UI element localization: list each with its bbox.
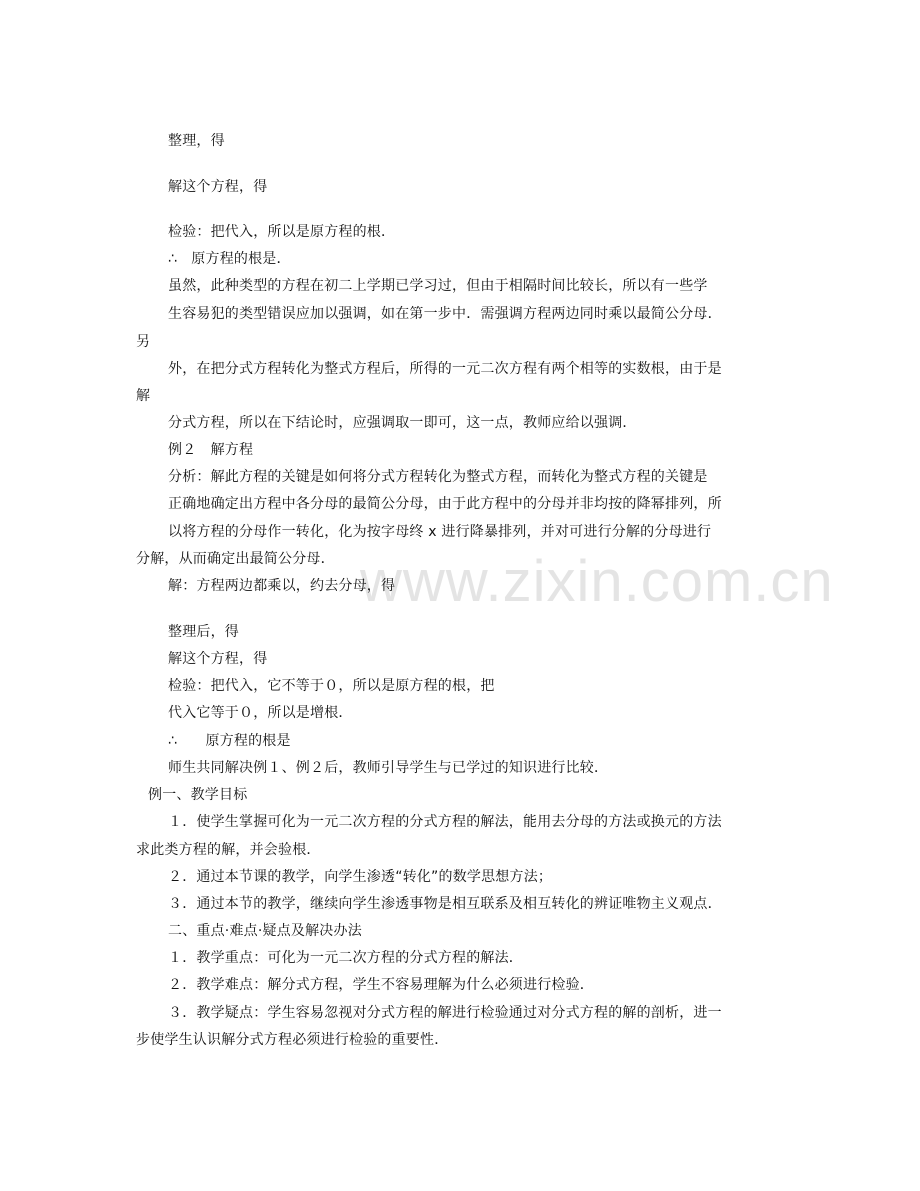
- text-line: 解：方程两边都乘以，约去分母，得: [168, 578, 396, 594]
- text-line: 分析：解此方程的关键是如何将分式方程转化为整式方程，而转化为整式方程的关键是: [168, 469, 708, 485]
- text-line: 师生共同解决例１、例２后，教师引导学生与已学过的知识进行比较．: [168, 760, 609, 776]
- text-line: 正确地确定出方程中各分母的最简公分母，由于此方程中的分母并非均按的降幂排列，所: [168, 496, 722, 512]
- text-line: 代入它等于０，所以是增根．: [168, 705, 353, 721]
- text-line: ３．教学疑点：学生容易忽视对分式方程的解进行检验通过对分式方程的解的剖析，进一: [168, 1005, 722, 1021]
- text-line: 分式方程，所以在下结论时，应强调取一即可，这一点，教师应给以强调．: [168, 415, 637, 431]
- text-line: 步使学生认识解分式方程必须进行检验的重要性．: [136, 1032, 449, 1048]
- text-line: 整理，得: [168, 133, 225, 149]
- text-line: 另: [136, 334, 151, 350]
- text-line: ２．教学难点：解分式方程，学生不容易理解为什么必须进行检验．: [168, 977, 594, 993]
- section-heading: 二、重点·难点·疑点及解决办法: [168, 923, 362, 939]
- text-line: 虽然，此种类型的方程在初二上学期已学习过，但由于相隔时间比较长，所以有一些学: [168, 278, 708, 294]
- text-line: 检验：把代入，所以是原方程的根．: [168, 224, 396, 240]
- text-line: １．教学重点：可化为一元二次方程的分式方程的解法．: [168, 950, 523, 966]
- text-line: 检验：把代入，它不等于０，所以是原方程的根，把: [168, 678, 495, 694]
- section-heading: 例一、教学目标: [148, 787, 248, 803]
- text-line: 以将方程的分母作一转化，化为按字母终 x 进行降暴排列，并对可进行分解的分母进行: [168, 524, 712, 540]
- text-line: 解这个方程，得: [168, 179, 268, 195]
- text-line: ２．通过本节课的教学，向学生渗透“转化”的数学思想方法；: [168, 869, 553, 885]
- text-line: 例２ 解方程: [168, 442, 254, 458]
- text-line: １．使学生掌握可化为一元二次方程的分式方程的解法，能用去分母的方法或换元的方法: [168, 814, 722, 830]
- text-line: ∴ 原方程的根是: [168, 733, 291, 749]
- text-line: 整理后，得: [168, 624, 239, 640]
- text-line: 解: [136, 388, 151, 404]
- text-line: ３．通过本节的教学，继续向学生渗透事物是相互联系及相互转化的辨证唯物主义观点．: [168, 896, 722, 912]
- text-line: 求此类方程的解，并会验根．: [136, 842, 321, 858]
- text-line: ∴ 原方程的根是．: [168, 251, 291, 267]
- text-line: 外，在把分式方程转化为整式方程后，所得的一元二次方程有两个相等的实数根，由于是: [168, 361, 722, 377]
- watermark: www.zixin.com.cn: [360, 549, 834, 614]
- text-line: 解这个方程，得: [168, 651, 268, 667]
- text-line: 分解，从而确定出最简公分母．: [136, 551, 335, 567]
- text-line: 生容易犯的类型错误应加以强调，如在第一步中．需强调方程两边同时乘以最简公分母．: [168, 306, 722, 322]
